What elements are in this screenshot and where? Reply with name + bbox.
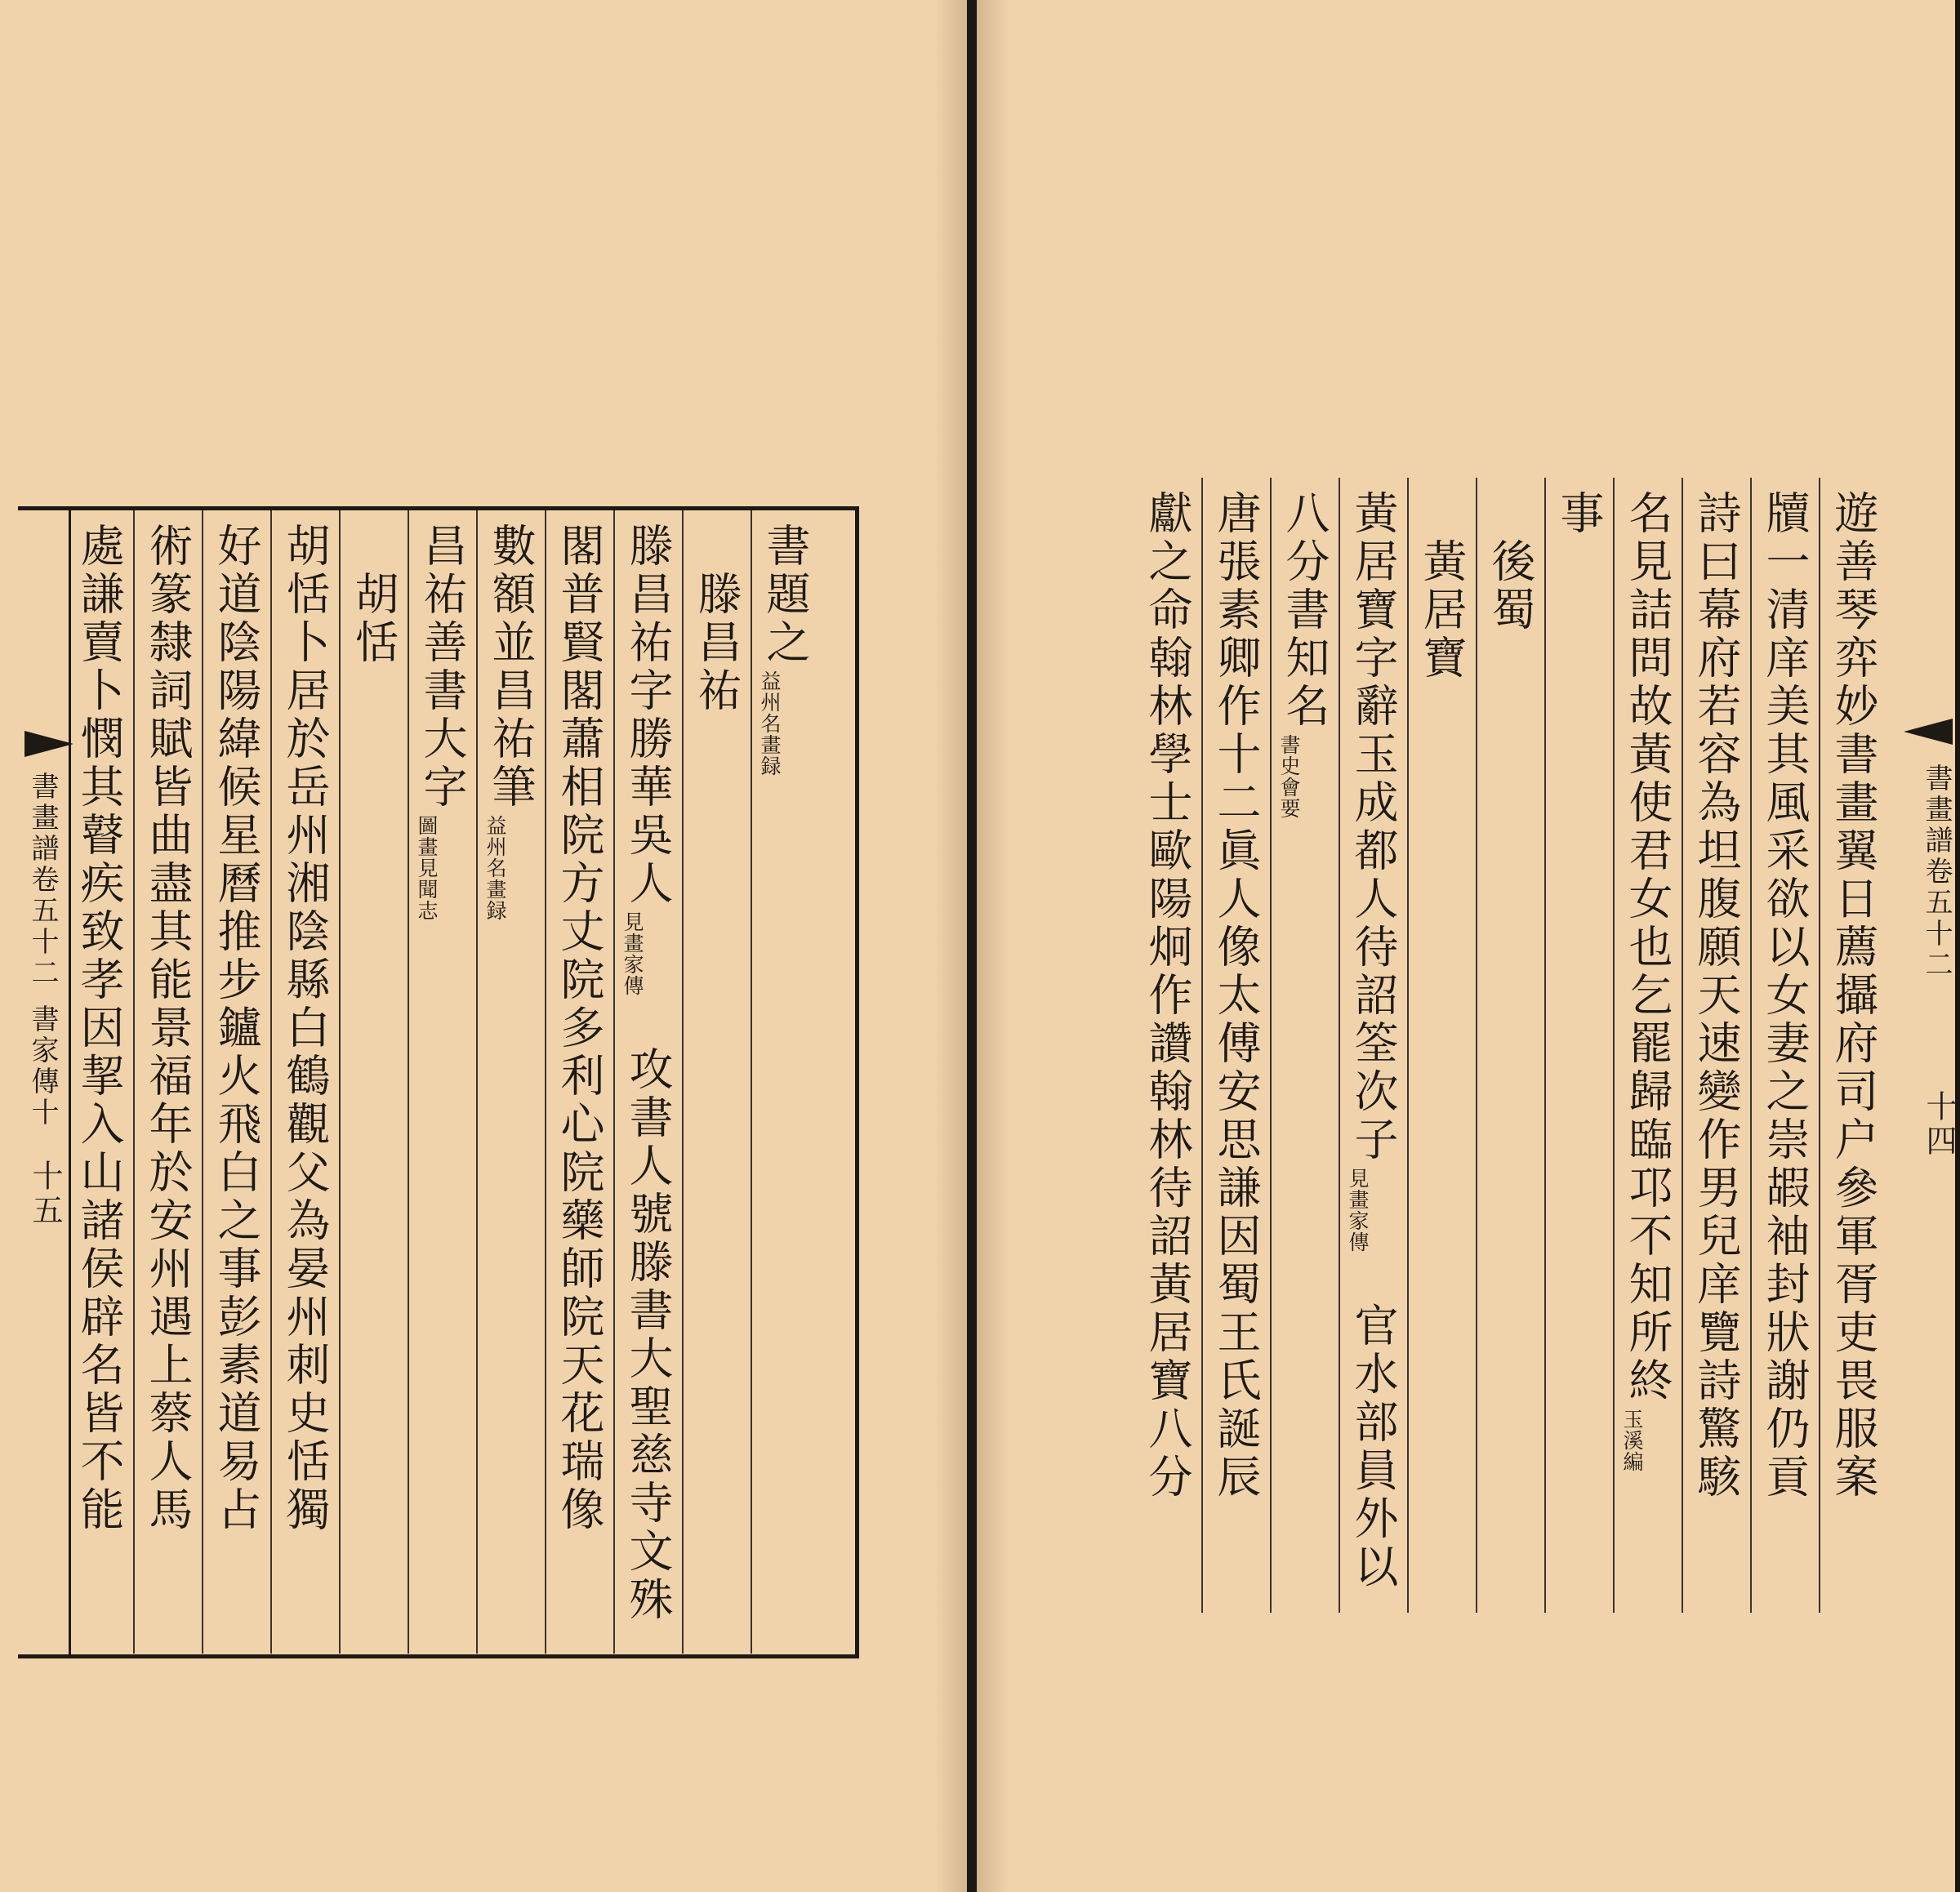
text-column bbox=[621, 523, 675, 1624]
left-spine-title: 書畫譜卷五十二 bbox=[26, 772, 59, 989]
text-column bbox=[346, 523, 400, 667]
column-divider bbox=[1407, 478, 1409, 1613]
text-column bbox=[140, 523, 194, 1534]
left-spine-folio: 十五 bbox=[27, 1160, 63, 1228]
column-divider bbox=[682, 510, 684, 1654]
column-text: 詩曰幕府若容為坦腹願天速變作男兒庠覽詩驚駭 bbox=[1690, 490, 1742, 1502]
left-page bbox=[0, 0, 967, 1892]
text-column bbox=[483, 523, 537, 950]
column-text: 術篆隸詞賦皆曲盡其能景福年於安州遇上蔡人馬 bbox=[142, 523, 194, 1534]
annotation-note: 圖畫見聞志 bbox=[415, 815, 439, 921]
text-column bbox=[1689, 490, 1743, 1502]
column-text: 事 bbox=[1553, 490, 1605, 538]
fold-mark-icon bbox=[24, 731, 74, 757]
column-text: 牘一清庠美其風采欲以女妻之崇嘏袖封狀謝仍貢 bbox=[1759, 490, 1811, 1502]
text-column bbox=[1346, 490, 1400, 1592]
annotation-note: 益州名畫録 bbox=[483, 815, 507, 921]
column-text-continued: 官水部員外以 bbox=[1348, 1302, 1399, 1592]
annotation-note: 見畫家傳 bbox=[621, 911, 644, 996]
column-text: 滕昌祐字勝華吳人 bbox=[622, 523, 674, 908]
column-text: 胡恬 bbox=[348, 523, 399, 667]
column-divider bbox=[1819, 478, 1820, 1613]
text-column bbox=[758, 523, 812, 805]
column-text: 昌祐善書大字 bbox=[416, 523, 468, 812]
annotation-note: 玉溪編 bbox=[1620, 1409, 1644, 1472]
margin-rule bbox=[69, 510, 71, 1654]
column-divider bbox=[270, 510, 272, 1654]
column-divider bbox=[1613, 478, 1615, 1613]
column-divider bbox=[408, 510, 409, 1654]
column-divider bbox=[339, 510, 341, 1654]
column-text: 後蜀 bbox=[1485, 490, 1536, 634]
text-column bbox=[689, 523, 743, 715]
column-text: 唐張素卿作十二眞人像太傅安思謙因蜀王氏誕辰 bbox=[1210, 490, 1262, 1502]
column-text: 黃居寶 bbox=[1416, 490, 1468, 683]
text-column bbox=[1277, 490, 1331, 869]
column-text: 處謙賣卜憫其瞽疾致孝因挈入山諸侯辟名皆不能 bbox=[74, 523, 125, 1534]
text-column bbox=[1209, 490, 1263, 1502]
column-divider bbox=[476, 510, 478, 1654]
column-divider bbox=[751, 510, 752, 1654]
column-divider bbox=[545, 510, 546, 1654]
right-spine-title: 書畫譜卷五十二 bbox=[1920, 763, 1953, 981]
text-column bbox=[1757, 490, 1811, 1502]
column-text: 黃居寶字辭玉成都人待詔筌次子 bbox=[1348, 490, 1399, 1164]
column-divider bbox=[1201, 478, 1203, 1613]
column-text: 名見詰問故黃使君女也乞罷歸臨邛不知所終 bbox=[1622, 490, 1673, 1405]
text-column bbox=[72, 523, 126, 1534]
text-column bbox=[278, 523, 332, 1534]
annotation-note: 書史會要 bbox=[1277, 734, 1301, 819]
text-column bbox=[1826, 490, 1880, 1502]
annotation-note: 益州名畫録 bbox=[758, 670, 782, 777]
column-text: 數額並昌祐筆 bbox=[485, 523, 537, 812]
column-text: 書題之 bbox=[760, 523, 811, 667]
column-divider bbox=[1339, 478, 1340, 1613]
text-column bbox=[552, 523, 606, 1534]
column-text-continued: 攻書人號滕書大聖慈寺文殊 bbox=[622, 1046, 674, 1624]
column-divider bbox=[1750, 478, 1752, 1613]
text-column bbox=[1620, 490, 1674, 1472]
column-divider bbox=[1476, 478, 1477, 1613]
column-divider bbox=[1682, 478, 1683, 1613]
column-divider bbox=[613, 510, 615, 1654]
column-text: 遊善琴弈妙書畫翼日薦攝府司户參軍胥吏畏服案 bbox=[1828, 490, 1879, 1502]
text-column bbox=[209, 523, 263, 1534]
text-column bbox=[1140, 490, 1194, 1502]
annotation-note: 見畫家傳 bbox=[1346, 1168, 1370, 1253]
right-spine-folio: 十四 bbox=[1921, 1090, 1957, 1159]
column-text: 獻之命翰林學士歐陽炯作讚翰林待詔黃居寶八分 bbox=[1142, 490, 1193, 1502]
column-text: 八分書知名 bbox=[1279, 490, 1330, 731]
column-text: 閣普賢閣蕭相院方丈院多利心院藥師院天花瑞像 bbox=[554, 523, 605, 1534]
column-text: 好道陰陽緯候星曆推步鑪火飛白之事彭素道易占 bbox=[211, 523, 262, 1534]
column-divider bbox=[1270, 478, 1272, 1613]
column-divider bbox=[133, 510, 135, 1654]
right-page bbox=[977, 0, 1955, 1892]
text-column bbox=[415, 523, 469, 950]
text-column bbox=[1552, 490, 1606, 538]
column-divider bbox=[1544, 478, 1546, 1613]
left-spine-section: 書家傳十 bbox=[26, 1004, 59, 1129]
text-column bbox=[1414, 490, 1468, 683]
column-text: 胡恬卜居於岳州湘陰縣白鶴觀父為晏州刺史恬獨 bbox=[279, 523, 331, 1534]
column-divider bbox=[202, 510, 203, 1654]
fold-mark-icon bbox=[1904, 719, 1953, 745]
column-text: 滕昌祐 bbox=[691, 523, 742, 715]
text-column bbox=[1483, 490, 1537, 634]
